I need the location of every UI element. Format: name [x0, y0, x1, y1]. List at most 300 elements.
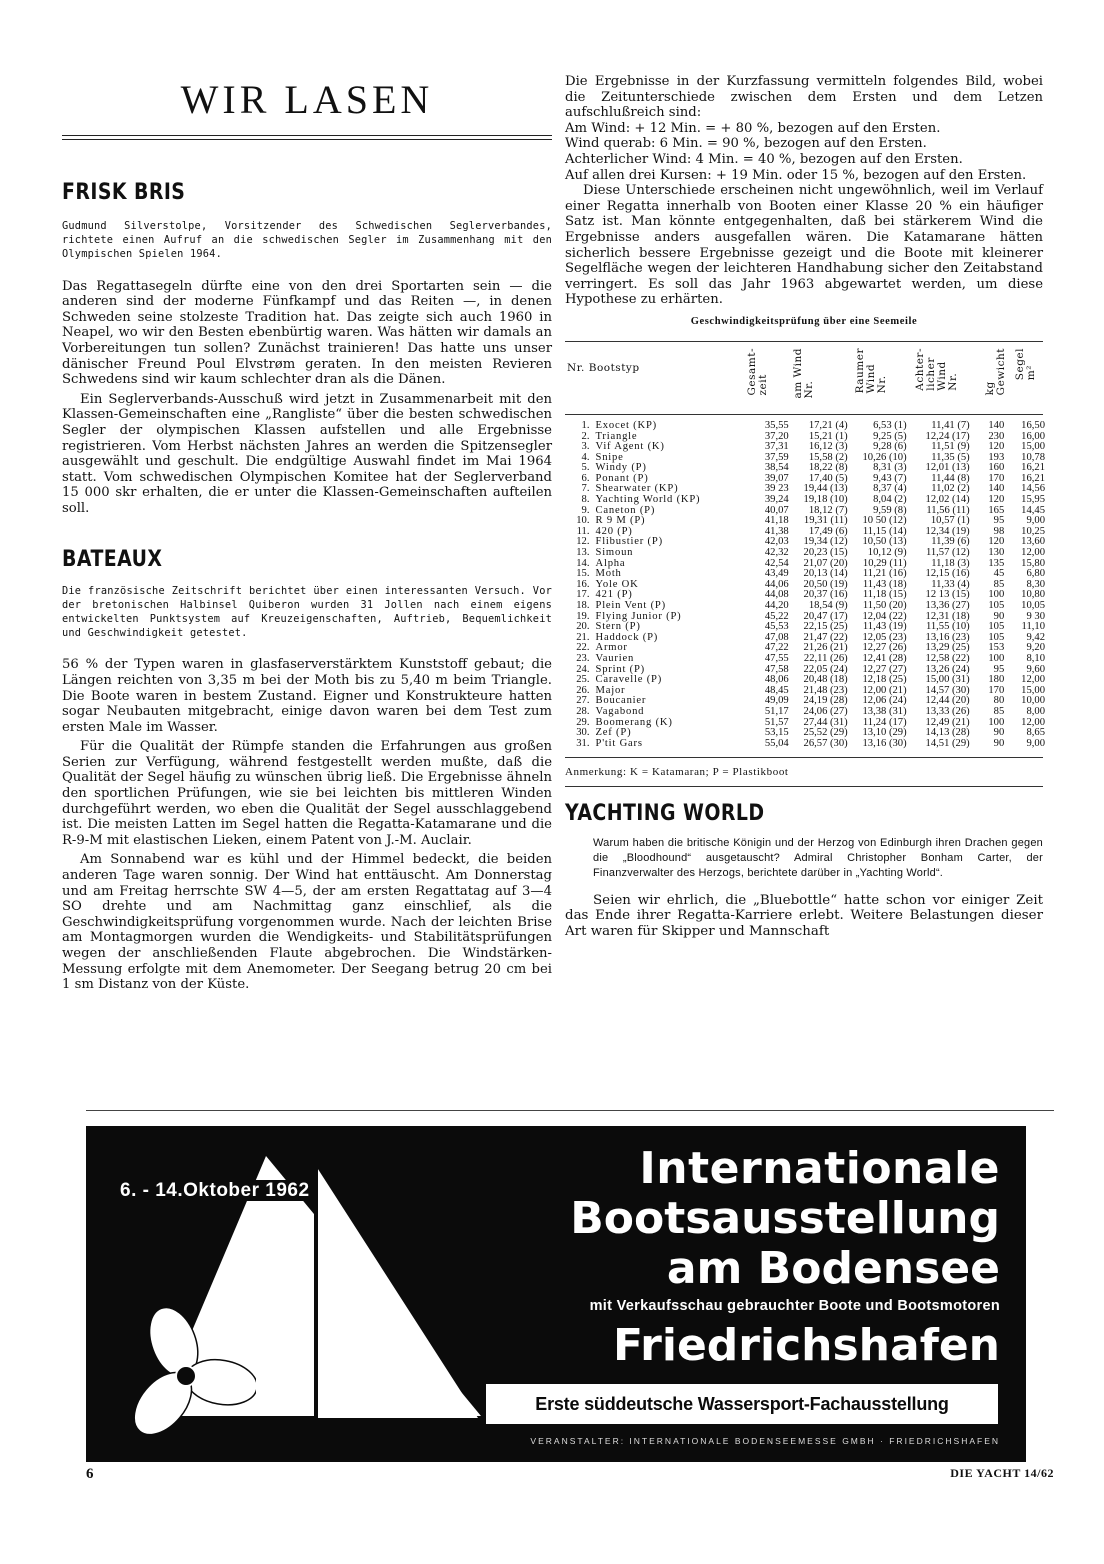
- downwind-time: 14,13 (28): [925, 727, 970, 739]
- bateaux-section: [62, 547, 552, 993]
- upwind-time: 20,37 (16): [803, 589, 848, 601]
- total-time: 41,38: [764, 525, 789, 537]
- upwind-time: 20,50 (19): [803, 578, 848, 590]
- boat-type: Armor: [595, 642, 628, 654]
- downwind-time: 13,29 (25): [925, 642, 970, 654]
- reach-time: 9,28 (6): [873, 441, 907, 453]
- ad-subtitle: mit Verkaufsschau gebrauchter Boote und Bootsmotoren: [589, 1298, 1000, 1314]
- upwind-time: 15,21 (1): [808, 430, 848, 442]
- header-sail-area: Segel m²: [1014, 347, 1037, 381]
- upwind-time: 16,12 (3): [808, 441, 848, 453]
- upwind-time: 21,47 (22): [803, 631, 848, 643]
- total-time: 37,20: [764, 430, 789, 442]
- upwind-time: 21,07 (20): [803, 557, 848, 569]
- weight: 95: [993, 663, 1005, 675]
- table-row: [565, 707, 1045, 718]
- weight: 130: [988, 547, 1005, 559]
- sail-area: 12,00: [1021, 674, 1045, 686]
- sail-area: 10,78: [1021, 451, 1045, 463]
- ad-dates-wrap: [118, 1180, 312, 1202]
- row-number: 19.: [576, 610, 590, 622]
- boat-type: Simoun: [595, 547, 634, 559]
- weight: 90: [993, 727, 1005, 739]
- table-row: [565, 601, 1045, 612]
- reach-time: 11,21 (16): [862, 568, 907, 580]
- total-time: 44,08: [764, 589, 789, 601]
- reach-time: 9,25 (5): [873, 430, 907, 442]
- table-header: [565, 342, 1043, 414]
- total-time: 39 23: [764, 483, 789, 495]
- magazine-issue: DIE YACHT 14/62: [950, 1466, 1054, 1480]
- sail-area: 15,00: [1021, 441, 1045, 453]
- row-number: 2.: [581, 430, 590, 442]
- sail-area: 9,60: [1026, 663, 1045, 675]
- row-number: 23.: [576, 652, 590, 664]
- upwind-time: 19,34 (12): [803, 536, 848, 548]
- bateaux-lead: Die französische Zeitschrift berichtet über einen interessanten Versuch. Vor der bretonischen Halbinsel Quiberon wurden 31 Jollen nach einem eigens entwickelten Punktsystem auf Kreuzeigenschaften, Auftrieb, Bequemlichkeit und Geschwindigkeit getestet.: [62, 584, 552, 640]
- reach-time: 9,43 (7): [873, 472, 907, 484]
- sail-area: 10,25: [1021, 525, 1045, 537]
- boat-type: Vaurien: [595, 652, 635, 664]
- sail-area: 16,00: [1021, 430, 1045, 442]
- upwind-time: 17,21 (4): [808, 419, 848, 431]
- row-number: 28.: [576, 705, 590, 717]
- weight: 153: [988, 642, 1005, 654]
- boat-type: Boomerang (K): [595, 716, 673, 728]
- boat-type: Yole OK: [595, 578, 639, 590]
- sail-area: 15,80: [1021, 557, 1045, 569]
- downwind-time: 11,35 (5): [931, 451, 970, 463]
- reach-time: 12,00 (21): [862, 684, 907, 696]
- sail-area: 15,95: [1021, 494, 1045, 506]
- sail-area: 9,00: [1026, 515, 1045, 527]
- sail-area: 13,60: [1021, 536, 1045, 548]
- sail-area: 15,00: [1021, 684, 1045, 696]
- total-time: 49,09: [764, 695, 789, 707]
- weight: 120: [988, 536, 1005, 548]
- sail-area: 16,21: [1021, 462, 1045, 474]
- table-row: [565, 516, 1045, 527]
- boat-type: Sprint (P): [595, 663, 645, 675]
- downwind-time: 12,24 (17): [925, 430, 970, 442]
- upwind-time: 27,44 (31): [803, 716, 848, 728]
- ad-dates: 6. - 14.Oktober 1962: [120, 1180, 310, 1201]
- boat-type: P'tit Gars: [595, 737, 643, 749]
- bateaux-paragraph-3: Am Sonnabend war es kühl und der Himmel bedeckt, die beiden anderen Tage waren sonnig. Der Wind hat enttäuscht. Am Donnerstag und am Freitag herrschte SW 4—5, der am ersten Regattatag auf 3—4 SO drehte und am Nachmittag ganz einschlief, als die Geschwindigkeitsprüfung vorgenommen wurde. Nach der leichten Brise am Montagmorgen wurden die Wendigkeits- und Stabilitätsprüfungen wegen der anschließenden Flaute abgebrochen. Die Windstärken-Messung erfolgte mit dem Anemometer. Der Seegang betrug 20 cm bei 1 sm Distanz von der Küste.: [62, 852, 552, 993]
- table-bottom-rule: [565, 757, 1043, 758]
- sail-area: 11,10: [1021, 621, 1045, 633]
- reach-time: 11,43 (19): [862, 621, 907, 633]
- table-row: [565, 442, 1045, 453]
- bateaux-paragraph-1: 56 % der Typen waren in glasfaserverstärktem Kunststoff gebaut; die Längen reichten von 3,35 m bei der Moth bis zu 5,40 m beim Triangle. Die Boote waren in bestem Zustand. Eigner und Konstrukteure hatten sogar Neubauten mitgebracht, einige davon waren bei dem Test zum ersten Male im Wasser.: [62, 657, 552, 735]
- boat-type: Ponant (P): [595, 472, 649, 484]
- total-time: 44,06: [764, 578, 789, 590]
- weight: 105: [988, 600, 1005, 611]
- row-number: 27.: [576, 695, 590, 707]
- downwind-time: 11,39 (6): [931, 536, 970, 548]
- total-time: 37,59: [764, 451, 789, 463]
- result-line-4: Auf allen drei Kursen: + 19 Min. oder 15 %, bezogen auf den Ersten.: [565, 167, 1027, 183]
- weight: 135: [988, 557, 1005, 569]
- sail-area: 16,21: [1021, 472, 1045, 484]
- boat-type: Caneton (P): [595, 504, 656, 516]
- row-number: 20.: [576, 621, 590, 633]
- result-line-2: Wind querab: 6 Min. = 90 %, bezogen auf den Ersten.: [565, 136, 927, 152]
- table-note: Anmerkung: K = Katamaran; P = Plastikboot: [565, 766, 789, 779]
- reach-time: 12,27 (27): [862, 663, 907, 675]
- downwind-time: 12,34 (19): [925, 525, 970, 537]
- sail-area: 6,80: [1026, 568, 1045, 580]
- reach-time: 10 50 (12): [862, 515, 907, 527]
- reach-time: 10,12 (9): [867, 547, 907, 559]
- weight: 170: [988, 684, 1005, 696]
- reach-time: 10,50 (13): [862, 536, 907, 548]
- sail-area: 8,65: [1026, 727, 1045, 739]
- total-time: 42,03: [764, 536, 789, 548]
- upwind-time: 24,06 (27): [803, 705, 848, 717]
- ad-city: Friedrichshafen: [612, 1320, 1000, 1371]
- downwind-time: 12,58 (22): [925, 652, 970, 664]
- reach-time: 9,59 (8): [873, 504, 907, 516]
- boat-type: Snipe: [595, 451, 624, 463]
- reach-time: 12,41 (28): [862, 652, 907, 664]
- downwind-time: 12,44 (20): [925, 695, 970, 707]
- sail-area: 10,80: [1021, 589, 1045, 601]
- header-reach: Raumer Wind Nr.: [854, 347, 888, 394]
- weight: 45: [993, 568, 1005, 580]
- row-number: 10.: [576, 515, 590, 527]
- table-header-rule: [565, 414, 1043, 415]
- sail-area: 8,10: [1026, 652, 1045, 664]
- yachting-world-heading: YACHTING WORLD: [565, 801, 765, 827]
- upwind-time: 25,52 (29): [803, 727, 848, 739]
- boat-type: Exocet (KP): [595, 419, 657, 431]
- reach-time: 12,27 (26): [862, 642, 907, 654]
- downwind-time: 12,01 (13): [925, 462, 970, 474]
- weight: 105: [988, 621, 1005, 633]
- downwind-time: 12,15 (16): [925, 568, 970, 580]
- boat-type: Alpha: [595, 557, 626, 569]
- ad-banner: Erste süddeutsche Wassersport-Fachausstellung: [486, 1384, 998, 1424]
- row-number: 9.: [581, 504, 590, 516]
- total-time: 45,53: [764, 621, 789, 633]
- results-paragraph-2: Diese Unterschiede erscheinen nicht ungewöhnlich, weil im Verlauf einer Regatta innerhalb von Booten einer Klasse 20 % ein häufiger Satz ist. Man könnte entgegenhalten, daß bei stärkerem Wind die Ergebnisse anders ausgefallen wären. Die Katamarane hätten sicherlich bessere Ergebnisse gezeigt und die Boote mit kleinerer Segelfläche wegen der leichteren Handhabung sicher den Zeitabstand verringert. Es soll das Jahr 1963 abgewartet werden, um diese Hypothese zu erhärten.: [565, 183, 1043, 308]
- upwind-time: 17,40 (5): [808, 472, 848, 484]
- sail-area: 14,45: [1021, 504, 1045, 516]
- total-time: 47,55: [764, 652, 789, 664]
- sail-area: 12,00: [1021, 716, 1045, 728]
- header-weight: kg Gewicht: [984, 347, 1007, 396]
- upwind-time: 19,44 (13): [803, 483, 848, 495]
- boat-type: Yachting World (KP): [595, 494, 701, 506]
- weight: 180: [988, 674, 1005, 686]
- downwind-time: 13,33 (26): [925, 705, 970, 717]
- downwind-time: 14,57 (30): [925, 684, 970, 696]
- total-time: 51,17: [764, 705, 789, 717]
- propeller-icon: [106, 1296, 256, 1456]
- downwind-time: 10,57 (1): [930, 515, 970, 527]
- weight: 85: [993, 705, 1005, 717]
- right-column: [565, 74, 1043, 939]
- downwind-time: 11,02 (2): [931, 483, 970, 495]
- row-number: 4.: [581, 451, 590, 463]
- reach-time: 11,18 (15): [862, 589, 907, 601]
- header-total-time: Gesamt- zeit: [746, 347, 769, 396]
- upwind-time: 26,57 (30): [803, 737, 848, 749]
- ad-title-3: am Bodensee: [666, 1243, 1000, 1294]
- sail-area: 9,20: [1026, 642, 1045, 654]
- downwind-time: 14,51 (29): [925, 737, 970, 749]
- frisk-paragraph-2: Ein Seglerverbands-Ausschuß wird jetzt in Zusammenarbeit mit den Klassen-Gemeinschaften eine „Rangliste“ über die besten schwedischen Segler der olympischen Klassen aufstellen und alle Ergebnisse registrieren. Vom Herbst nächsten Jahres an werden die Spitzensegler ausgewählt und geschult. Die endgültige Auswahl findet im Mai 1964 statt. Vom schwedischen Olympischen Komitee hat der Seglerverband 15 000 skr erhalten, die er unter die Klassen-Gemeinschaften aufteilen soll.: [62, 391, 552, 516]
- upwind-time: 15,58 (2): [808, 451, 848, 463]
- reach-time: 12,05 (23): [862, 631, 907, 643]
- reach-time: 8,31 (3): [873, 462, 907, 474]
- row-number: 18.: [576, 600, 590, 611]
- sail-area: 9 30: [1026, 610, 1045, 622]
- downwind-time: 12,02 (14): [925, 494, 970, 506]
- upwind-time: 21,26 (21): [803, 642, 848, 654]
- row-number: 24.: [576, 663, 590, 675]
- row-number: 13.: [576, 547, 590, 559]
- section-kicker: WIR LASEN: [180, 77, 434, 122]
- sail-area: 10,05: [1021, 600, 1045, 611]
- boat-type: Major: [595, 684, 626, 696]
- downwind-time: 11,57 (12): [925, 547, 970, 559]
- boat-type: Stern (P): [595, 621, 641, 633]
- downwind-time: 11,56 (11): [926, 504, 970, 516]
- row-number: 22.: [576, 642, 590, 654]
- upwind-time: 21,48 (23): [803, 684, 848, 696]
- total-time: 39,24: [764, 494, 789, 506]
- total-time: 47,22: [764, 642, 789, 654]
- upwind-time: 24,19 (28): [803, 695, 848, 707]
- weight: 170: [988, 472, 1005, 484]
- downwind-time: 12 13 (15): [925, 589, 970, 601]
- upwind-time: 18,22 (8): [808, 462, 848, 474]
- reach-time: 8,04 (2): [873, 494, 907, 506]
- reach-time: 10,26 (10): [862, 451, 907, 463]
- row-number: 1.: [581, 419, 590, 431]
- reach-time: 12,04 (22): [862, 610, 907, 622]
- total-time: 44,20: [764, 600, 789, 611]
- upwind-time: 18,12 (7): [808, 504, 848, 516]
- weight: 140: [988, 483, 1005, 495]
- table-row: [565, 421, 1045, 432]
- total-time: 37,31: [764, 441, 789, 453]
- row-number: 3.: [581, 441, 590, 453]
- downwind-time: 13,36 (27): [925, 600, 970, 611]
- row-number: 31.: [576, 737, 590, 749]
- yachting-world-paragraph-1: Seien wir ehrlich, die „Bluebottle“ hatte schon vor einiger Zeit das Ende ihrer Regatta-Karriere erlebt. Weitere Belastungen dieser Art waren für Skipper und Mannschaft: [565, 892, 1043, 939]
- boat-type: Vif Agent (K): [595, 441, 665, 453]
- row-number: 5.: [581, 462, 590, 474]
- frisk-section: [62, 180, 552, 517]
- reach-time: 12,06 (24): [862, 695, 907, 707]
- upwind-time: 20,47 (17): [803, 610, 848, 622]
- total-time: 48,06: [764, 674, 789, 686]
- ad-separator: [86, 1110, 1054, 1111]
- total-time: 42,32: [764, 547, 789, 559]
- reach-time: 11,15 (14): [862, 525, 907, 537]
- downwind-time: 15,00 (31): [925, 674, 970, 686]
- downwind-time: 11,41 (7): [931, 419, 970, 431]
- result-line-1: Am Wind: + 12 Min. = + 80 %, bezogen auf den Ersten.: [565, 120, 941, 136]
- row-number: 30.: [576, 727, 590, 739]
- result-line-3: Achterlicher Wind: 4 Min. = 40 %, bezogen auf den Ersten.: [565, 151, 963, 167]
- weight: 98: [993, 525, 1005, 537]
- total-time: 43,49: [764, 568, 789, 580]
- total-time: 40,07: [764, 504, 789, 516]
- upwind-time: 20,13 (14): [803, 568, 848, 580]
- total-time: 55,04: [764, 737, 789, 749]
- sail-area: 8,00: [1026, 705, 1045, 717]
- header-boat-type: Nr. Bootstyp: [567, 361, 640, 374]
- row-number: 8.: [581, 494, 590, 506]
- sail-area: 14,56: [1021, 483, 1045, 495]
- weight: 90: [993, 737, 1005, 749]
- total-time: 38,54: [764, 462, 789, 474]
- note-rule: [565, 786, 1043, 787]
- frisk-heading: FRISK BRIS: [62, 180, 186, 205]
- exhibition-advertisement: [86, 1126, 1026, 1462]
- ad-title-1: Internationale: [639, 1143, 1000, 1194]
- weight: 165: [988, 504, 1005, 516]
- upwind-time: 20,23 (15): [803, 547, 848, 559]
- table-row: [565, 654, 1045, 665]
- page-number: 6: [86, 1466, 94, 1482]
- boat-type: R 9 M (P): [595, 515, 646, 527]
- row-number: 15.: [576, 568, 590, 580]
- total-time: 45,22: [764, 610, 789, 622]
- weight: 90: [993, 610, 1005, 622]
- bateaux-heading: BATEAUX: [62, 546, 163, 572]
- downwind-time: 11,44 (8): [931, 472, 970, 484]
- reach-time: 13,10 (29): [862, 727, 907, 739]
- upwind-time: 19,18 (10): [803, 494, 848, 506]
- boat-type: Windy (P): [595, 462, 647, 474]
- upwind-time: 20,48 (18): [803, 674, 848, 686]
- total-time: 53,15: [764, 727, 789, 739]
- reach-time: 11,50 (20): [862, 600, 907, 611]
- total-time: 35,55: [764, 419, 789, 431]
- reach-time: 13,16 (30): [862, 737, 907, 749]
- boat-type: Flibustier (P): [595, 536, 663, 548]
- row-number: 25.: [576, 674, 590, 686]
- boat-type: Flying Junior (P): [595, 610, 682, 622]
- weight: 85: [993, 578, 1005, 590]
- boat-type: Plein Vent (P): [595, 600, 666, 611]
- downwind-time: 13,26 (24): [925, 663, 970, 675]
- table-title: Geschwindigkeitsprüfung über eine Seemeile: [690, 315, 918, 327]
- total-time: 42,54: [764, 557, 789, 569]
- weight: 95: [993, 515, 1005, 527]
- reach-time: 12,18 (25): [862, 674, 907, 686]
- row-number: 12.: [576, 536, 590, 548]
- sail-area: 9,00: [1026, 737, 1045, 749]
- upwind-time: 22,11 (26): [803, 652, 848, 664]
- total-time: 47,08: [764, 631, 789, 643]
- sail-area: 9,42: [1026, 631, 1045, 643]
- left-column: [62, 70, 552, 993]
- yachting-world-lead: Warum haben die britische Königin und der Herzog von Edinburgh ihren Drachen gegen die „Bloodhound“ ausgetauscht? Admiral Christopher Bonham Carter, der Finanzverwalter des Herzogs, berichtete darüber in „Yachting World“.: [593, 837, 1043, 879]
- boat-type: Moth: [595, 568, 622, 580]
- ad-organizer: VERANSTALTER: INTERNATIONALE BODENSEEMESSE GMBH · FRIEDRICHSHAFEN: [530, 1436, 1000, 1446]
- boat-type: Vagabond: [595, 705, 645, 717]
- weight: 100: [988, 716, 1005, 728]
- row-number: 17.: [576, 589, 590, 601]
- downwind-time: 11,55 (10): [925, 621, 970, 633]
- sail-area: 16,50: [1021, 419, 1045, 431]
- reach-time: 8,37 (4): [873, 483, 907, 495]
- downwind-time: 11,18 (3): [931, 557, 970, 569]
- row-number: 29.: [576, 716, 590, 728]
- ad-title-2: Bootsausstellung: [570, 1193, 1000, 1244]
- upwind-time: 17,49 (6): [808, 525, 848, 537]
- boat-type: 421 (P): [595, 589, 633, 601]
- sail-area: 10,00: [1021, 695, 1045, 707]
- total-time: 39,07: [764, 472, 789, 484]
- header-upwind: am Wind Nr.: [792, 347, 815, 399]
- kicker-rule: [62, 135, 552, 140]
- sail-area: 8,30: [1026, 578, 1045, 590]
- downwind-time: 11,33 (4): [931, 578, 970, 590]
- upwind-time: 18,54 (9): [808, 600, 848, 611]
- sail-area: 12,00: [1021, 547, 1045, 559]
- frisk-paragraph-1: Das Regattasegeln dürfte eine von den drei Sportarten sein — die anderen sind der moderne Fünfkampf und das Reiten —, in denen Schweden seine stolzeste Tradition hat. Das zeigte sich auch 1960 in Neapel, wo wir den Besten ebenbürtig waren. Was hätten wir damals an Vorbereitungen tun sollen? Zunächst trainieren! Das hatte uns unser dänischer Freund Poul Elvstrøm geraten. In den meisten Revieren Schwedens sind wir kaum schlechter dran als die Dänen.: [62, 278, 552, 388]
- header-downwind: Achter- licher Wind Nr.: [914, 347, 959, 391]
- results-intro: Die Ergebnisse in der Kurzfassung vermitteln folgendes Bild, wobei die Zeitunterschiede zwischen dem Ersten und dem Letzen aufschlußreich sind:: [565, 74, 1043, 121]
- row-number: 26.: [576, 684, 590, 696]
- row-number: 21.: [576, 631, 590, 643]
- row-number: 16.: [576, 578, 590, 590]
- downwind-time: 13,16 (23): [925, 631, 970, 643]
- upwind-time: 19,31 (11): [803, 515, 848, 527]
- boat-type: Shearwater (KP): [595, 483, 679, 495]
- speed-table: [565, 421, 1045, 749]
- downwind-time: 11,51 (9): [931, 441, 970, 453]
- reach-time: 13,38 (31): [862, 705, 907, 717]
- total-time: 41,18: [764, 515, 789, 527]
- weight: 160: [988, 462, 1005, 474]
- reach-time: 10,29 (11): [862, 557, 907, 569]
- row-number: 6.: [581, 472, 590, 484]
- upwind-time: 22,15 (25): [803, 621, 848, 633]
- boat-type: 420 (P): [595, 525, 633, 537]
- frisk-lead: Gudmund Silverstolpe, Vorsitzender des Schwedischen Seglerverbandes, richtete einen Aufruf an die schwedischen Segler im Zusammenhang mit den Olympischen Spielen 1964.: [62, 220, 552, 261]
- yachting-world-section: [565, 801, 1043, 939]
- weight: 105: [988, 631, 1005, 643]
- weight: 100: [988, 589, 1005, 601]
- downwind-time: 12,31 (18): [925, 610, 970, 622]
- total-time: 51,57: [764, 716, 789, 728]
- boat-type: Triangle: [595, 430, 638, 442]
- total-time: 48,45: [764, 684, 789, 696]
- weight: 100: [988, 652, 1005, 664]
- boat-type: Haddock (P): [595, 631, 659, 643]
- reach-time: 11,43 (18): [862, 578, 907, 590]
- boat-type: Zef (P): [595, 727, 632, 739]
- reach-time: 11,24 (17): [862, 716, 907, 728]
- downwind-time: 12,49 (21): [925, 716, 970, 728]
- weight: 120: [988, 494, 1005, 506]
- row-number: 7.: [581, 483, 590, 495]
- total-time: 47,58: [764, 663, 789, 675]
- bateaux-paragraph-2: Für die Qualität der Rümpfe standen die Erfahrungen aus großen Serien zur Verfügung, während festgestellt werden mußte, daß die Qualität der Segel häufig zu wünschen übrig ließ. Die Ergebnisse ähneln den sportlichen Prüfungen, wie sie bei leichten bis mittleren Winden durchgeführt werden, wo eben die Qualität der Segel ausschlaggebend ist. Die meisten Latten im Segel hatten die Regatta-Katamarane und die R-9-M mit elastischen Lieken, einem Patent von J.-M. Auclair.: [62, 739, 552, 848]
- weight: 193: [988, 451, 1005, 463]
- weight: 140: [988, 419, 1005, 431]
- weight: 120: [988, 441, 1005, 453]
- row-number: 11.: [576, 525, 590, 537]
